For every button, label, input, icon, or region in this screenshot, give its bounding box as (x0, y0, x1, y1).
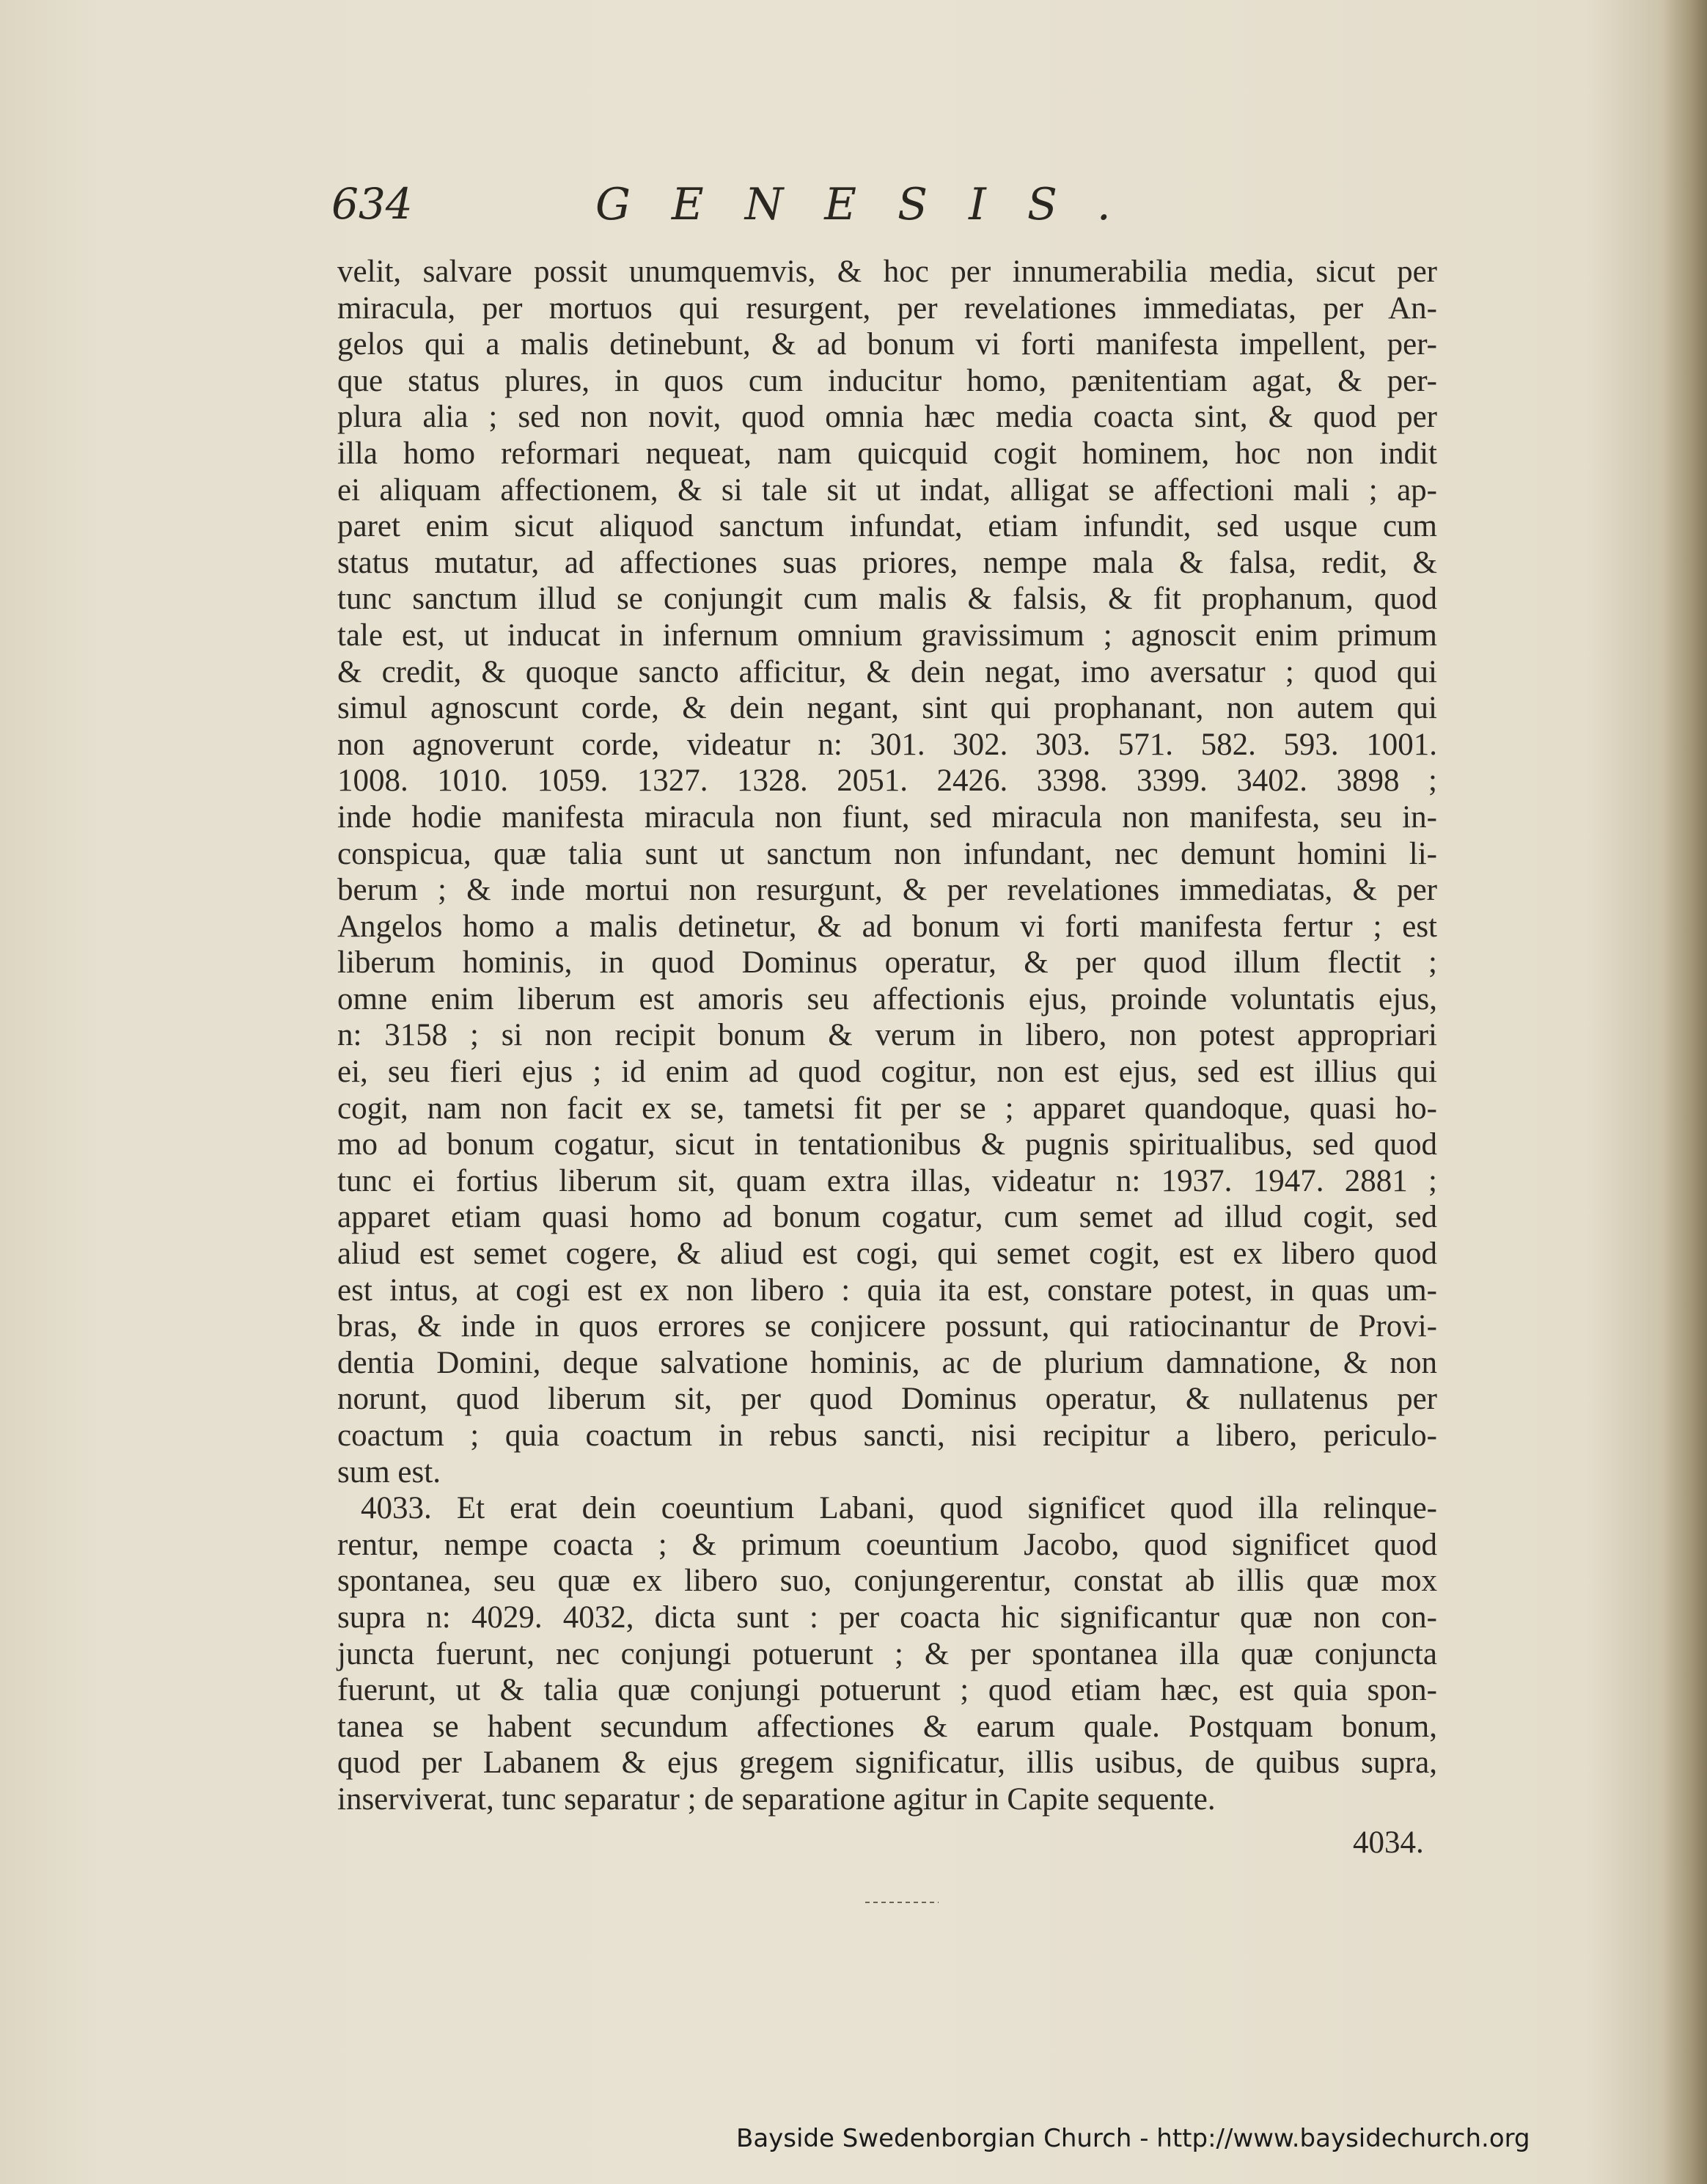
page-number: 634 (331, 179, 413, 229)
text-line: simul agnoscunt corde, & dein negant, sint qui prophanant, non autem qui (337, 691, 1437, 726)
body-text (337, 254, 1437, 1818)
text-line: velit, salvare possit unumquemvis, & hoc per innumerabilia media, sicut per (337, 254, 1437, 289)
watermark-credit: Bayside Swedenborgian Church - http://www.baysidechurch.org (736, 2124, 1530, 2153)
text-line: berum ; & inde mortui non resurgunt, & per revelationes immediatas, & per (337, 873, 1437, 908)
text-line: & credit, & quoque sancto afficitur, & dein negat, imo aversatur ; quod qui (337, 654, 1437, 689)
page-header (331, 179, 1505, 238)
text-line: liberum hominis, in quod Dominus operatur, & per quod illum flectit ; (337, 945, 1437, 981)
page-edge-shadow (1663, 0, 1707, 2184)
text-line: rentur, nempe coacta ; & primum coeuntium Jacobo, quod significet quod (337, 1527, 1437, 1562)
text-line: est intus, at cogi est ex non libero : quia ita est, constare potest, in quas um- (337, 1272, 1437, 1308)
text-line: inde hodie manifesta miracula non fiunt, sed miracula non manifesta, seu in- (337, 799, 1437, 835)
text-line: quod per Labanem & ejus gregem significatur, illis usibus, de quibus supra, (337, 1745, 1437, 1781)
text-line: tunc sanctum illud se conjungit cum malis & falsis, & fit prophanum, quod (337, 582, 1437, 617)
text-line: mo ad bonum cogatur, sicut in tentationibus & pugnis spiritualibus, sed quod (337, 1127, 1437, 1162)
text-line: coactum ; quia coactum in rebus sancti, nisi recipitur a libero, periculo- (337, 1418, 1437, 1453)
text-line: que status plures, in quos cum inducitur homo, pænitentiam agat, & per- (337, 363, 1437, 398)
text-line: inserviverat, tunc separatur ; de separatione agitur in Capite sequente. (337, 1781, 1216, 1817)
text-line: tanea se habent secundum affectiones & earum quale. Postquam bonum, (337, 1709, 1437, 1744)
text-line: sum est. (337, 1454, 441, 1489)
text-line: ei aliquam affectionem, & si tale sit ut indat, alligat se affectioni mali ; ap- (337, 472, 1437, 507)
text-line: Angelos homo a malis detinetur, & ad bonum vi forti manifesta fertur ; est (337, 909, 1437, 944)
text-line: ei, seu fieri ejus ; id enim ad quod cogitur, non est ejus, sed est illius qui (337, 1055, 1437, 1090)
text-line: plura alia ; sed non novit, quod omnia hæc media coacta sint, & quod per (337, 400, 1437, 435)
text-line: norunt, quod liberum sit, per quod Dominus operatur, & nullatenus per (337, 1382, 1437, 1417)
text-line: miracula, per mortuos qui resurgent, per revelationes immediatas, per An- (337, 290, 1437, 326)
text-line: tale est, ut inducat in infernum omnium gravissimum ; agnoscit enim primum (337, 618, 1437, 653)
text-line: aliud est semet cogere, & aliud est cogi, qui semet cogit, est ex libero quod (337, 1236, 1437, 1272)
text-line: illa homo reformari nequeat, nam quicquid cogit hominem, hoc non indit (337, 436, 1437, 471)
text-line: dentia Domini, deque salvatione hominis, ac de plurium damnatione, & non (337, 1345, 1437, 1380)
text-line: status mutatur, ad affectiones suas priores, nempe mala & falsa, redit, & (337, 545, 1437, 580)
text-line: spontanea, seu quæ ex libero suo, conjungerentur, constat ab illis quæ mox (337, 1564, 1437, 1599)
text-line: supra n: 4029. 4032, dicta sunt : per coacta hic significantur quæ non con- (337, 1599, 1437, 1635)
text-line: cogit, nam non facit ex se, tametsi fit per se ; apparet quandoque, quasi ho- (337, 1091, 1437, 1126)
text-line: bras, & inde in quos errores se conjicere possunt, qui ratiocinantur de Provi- (337, 1309, 1437, 1344)
text-line: apparet etiam quasi homo ad bonum cogatur, cum semet ad illud cogit, sed (337, 1200, 1437, 1235)
end-rule-divider (865, 1902, 939, 1903)
text-line: gelos qui a malis detinebunt, & ad bonum vi forti manifesta impellent, per- (337, 327, 1437, 362)
text-line: omne enim liberum est amoris seu affectionis ejus, proinde voluntatis ejus, (337, 981, 1437, 1016)
text-line: conspicua, quæ talia sunt ut sanctum non infundant, nec demunt homini li- (337, 836, 1437, 871)
text-line: non agnoverunt corde, videatur n: 301. 302. 303. 571. 582. 593. 1001. (337, 727, 1437, 762)
running-title: GENESIS. (595, 179, 1152, 230)
text-line: tunc ei fortius liberum sit, quam extra illas, videatur n: 1937. 1947. 2881 ; (337, 1163, 1437, 1198)
catchword: 4034. (1353, 1825, 1424, 1860)
text-line: 1008. 1010. 1059. 1327. 1328. 2051. 2426. 3398. 3399. 3402. 3898 ; (337, 763, 1437, 799)
text-line: juncta fuerunt, nec conjungi potuerunt ; & per spontanea illa quæ conjuncta (337, 1636, 1437, 1671)
text-line: paret enim sicut aliquod sanctum infundat, etiam infundit, sed usque cum (337, 509, 1437, 544)
text-line: n: 3158 ; si non recipit bonum & verum in libero, non potest appropriari (337, 1018, 1437, 1053)
paragraph-start-4033: 4033. Et erat dein coeuntium Labani, quod significet quod illa relinque- (361, 1491, 1437, 1526)
text-line: fuerunt, ut & talia quæ conjungi potuerunt ; quod etiam hæc, est quia spon- (337, 1673, 1437, 1708)
